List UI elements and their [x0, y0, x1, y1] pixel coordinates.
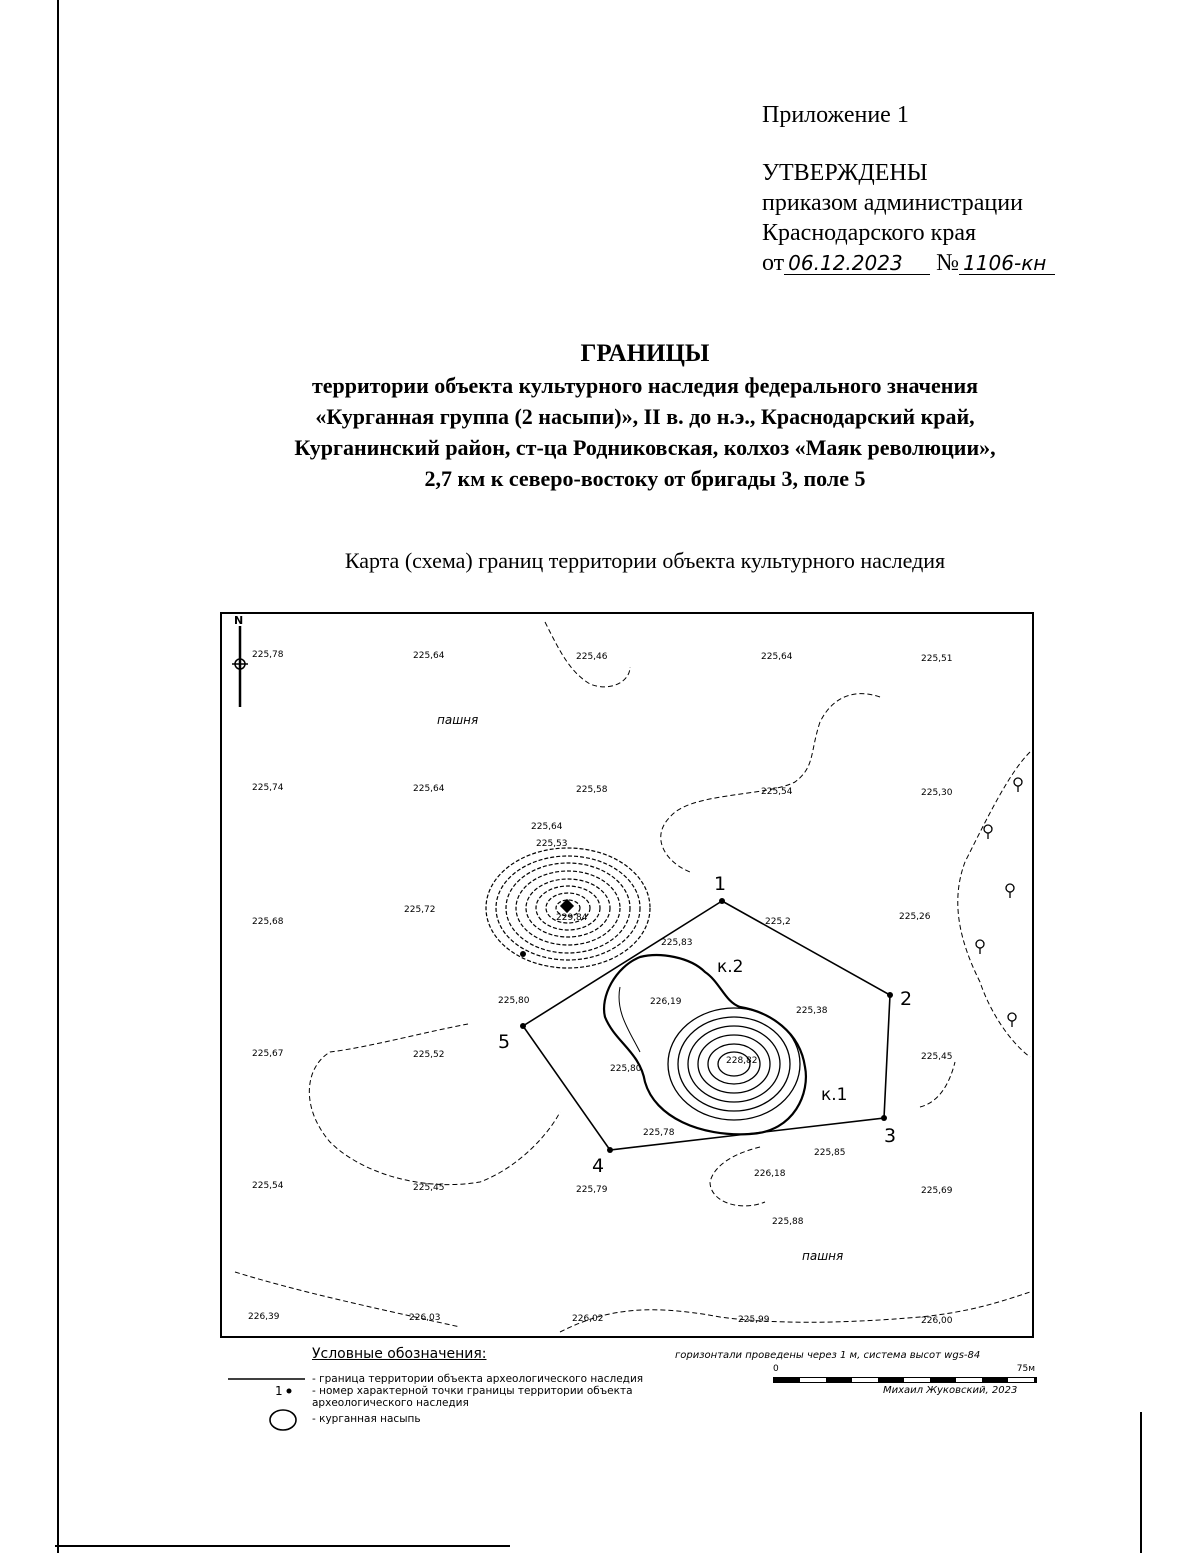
- left-edge-line: [57, 0, 59, 1553]
- legend-point-number: 1: [275, 1384, 283, 1398]
- map-author: Михаил Жуковский, 2023: [883, 1385, 1018, 1396]
- annex-label: Приложение 1: [762, 102, 909, 128]
- elevation: 225,68: [252, 917, 284, 927]
- elevation: 225,54: [761, 787, 793, 797]
- elevation: 225,58: [576, 785, 608, 795]
- title-line-2: «Курганная группа (2 насыпи)», II в. до н.э., Краснодарский край,: [315, 404, 975, 429]
- elevation: 226,02: [572, 1314, 604, 1324]
- contour-note: горизонтали проведены через 1 м, система высот wgs-84: [675, 1350, 981, 1361]
- legend-item-mound: - курганная насыпь: [312, 1413, 421, 1425]
- point-label-4: 4: [592, 1155, 605, 1177]
- elevation: 225,67: [252, 1049, 284, 1059]
- map-legend: [220, 1346, 1050, 1436]
- field-label-north: пашня: [437, 713, 479, 727]
- elevation: 225,54: [252, 1181, 284, 1191]
- elevation: 225,45: [413, 1183, 445, 1193]
- elevation: 225,99: [738, 1315, 770, 1325]
- elevation: 225,53: [536, 839, 568, 849]
- point-label-1: 1: [714, 873, 727, 895]
- elevation: 226,39: [248, 1312, 280, 1322]
- elevation: 225,38: [796, 1006, 828, 1016]
- legend-mound-icon: [270, 1410, 296, 1430]
- elevation: 225,88: [772, 1217, 804, 1227]
- elevation: 225,74: [252, 783, 284, 793]
- elevation: 225,64: [761, 652, 793, 662]
- approved-word: УТВЕРЖДЕНЫ: [762, 160, 928, 186]
- elevation: 226,18: [754, 1169, 786, 1179]
- scale-end: 75м: [1016, 1364, 1035, 1374]
- approved-line-2: Краснодарского края: [762, 220, 977, 246]
- date-prefix: от: [762, 250, 785, 276]
- approval-block: [762, 100, 1055, 278]
- elevation: 225,78: [252, 650, 284, 660]
- elevation: 226,19: [650, 997, 682, 1007]
- bottom-scan-line: [55, 1545, 510, 1547]
- mound-label-1: к.1: [821, 1085, 848, 1105]
- elevation: 225,80: [498, 996, 530, 1006]
- elevation: 226,00: [921, 1316, 953, 1326]
- elevation: 225,2: [765, 917, 791, 927]
- legend-point-dot: [287, 1389, 292, 1394]
- elevation: 225,30: [921, 788, 953, 798]
- elevation: 225,51: [921, 654, 953, 664]
- legend-item-boundary: - граница территории объекта археологического наследия: [312, 1373, 644, 1385]
- elevation: 225,45: [921, 1052, 953, 1062]
- title-line-1: территории объекта культурного наследия федерального значения: [311, 373, 979, 398]
- point-label-2: 2: [900, 988, 913, 1010]
- elevation: 225,83: [661, 938, 693, 948]
- document-title: [150, 338, 1140, 494]
- elevation: 225,64: [413, 784, 445, 794]
- order-number: 1106-кн: [959, 252, 1055, 275]
- approved-line-1: приказом администрации: [762, 190, 1023, 216]
- elevation: 229,84: [556, 913, 588, 923]
- elevation: 225,69: [921, 1186, 953, 1196]
- right-scan-line: [1140, 1412, 1142, 1553]
- elevation: 225,85: [814, 1148, 846, 1158]
- elevation: 225,78: [643, 1128, 675, 1138]
- field-label-south: пашня: [802, 1249, 844, 1263]
- title-heading: ГРАНИЦЫ: [580, 340, 710, 367]
- elevation: 225,46: [576, 652, 608, 662]
- number-prefix: №: [936, 250, 960, 276]
- elevation: 225,64: [531, 822, 563, 832]
- north-label: N: [234, 614, 244, 627]
- mound-label-2: к.2: [717, 957, 744, 977]
- legend-heading: Условные обозначения:: [312, 1346, 487, 1362]
- point-label-5: 5: [498, 1031, 511, 1053]
- title-line-3: Курганинский район, ст-ца Родниковская, колхоз «Маяк революции»,: [294, 435, 996, 460]
- order-date: 06.12.2023: [784, 252, 930, 275]
- site-map: [220, 612, 1035, 1339]
- elevation: 225,52: [413, 1050, 445, 1060]
- legend-symbols: [220, 1346, 315, 1436]
- elevation: 225,79: [576, 1185, 608, 1195]
- legend-item-point: - номер характерной точки границы территории объекта археологического наследия: [312, 1385, 633, 1409]
- elevation: 226,03: [409, 1313, 441, 1323]
- elevation: 225,64: [413, 651, 445, 661]
- elevation: 225,72: [404, 905, 436, 915]
- scale-start: 0: [773, 1364, 779, 1374]
- map-caption: Карта (схема) границ территории объекта культурного наследия: [344, 548, 946, 573]
- point-marker: [520, 951, 526, 957]
- elevation: 225,80: [610, 1064, 642, 1074]
- title-line-4: 2,7 км к северо-востоку от бригады 3, поле 5: [424, 466, 866, 491]
- elevation: 228,82: [726, 1056, 758, 1066]
- point-label-3: 3: [884, 1125, 897, 1147]
- order-line: [762, 248, 1055, 278]
- elevation: 225,26: [899, 912, 931, 922]
- map-frame: [221, 613, 1033, 1337]
